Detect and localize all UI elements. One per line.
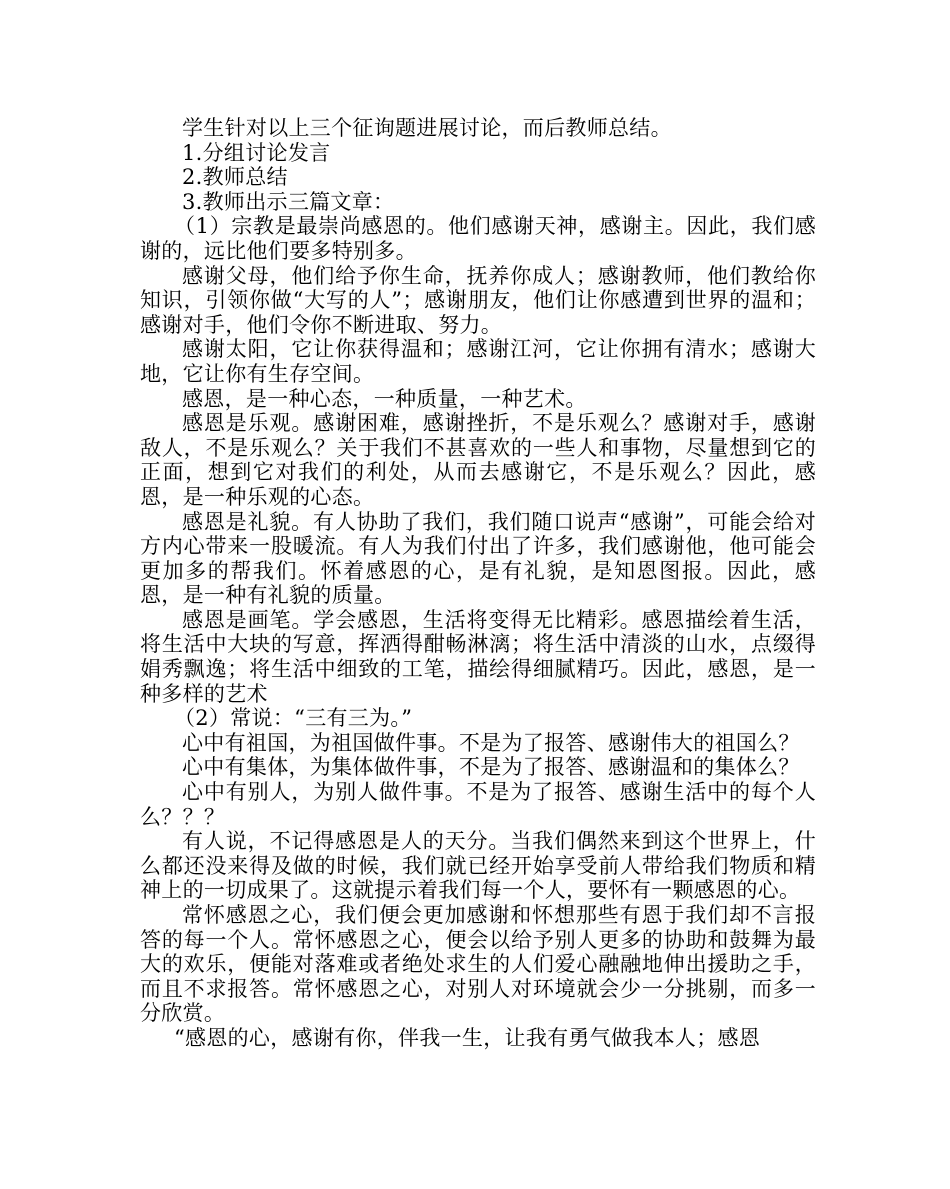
paragraph-others: 心中有别人，为别人做件事。不是为了报答、感谢生活中的每个人么？？？: [140, 780, 816, 829]
paragraph-politeness: 感恩是礼貌。有人协助了我们，我们随口说声“感谢”，可能会给对方内心带来一股暖流。有人为我们付出了许多，我们感谢他，他可能会更加多的帮我们。怀着感恩的心，是有礼貌，是知恩图报。因此，感恩，是一种有礼貌的质量。: [140, 509, 816, 608]
document-page: [140, 116, 816, 1051]
paragraph-thank-parents: 感谢父母，他们给予你生命，抚养你成人；感谢教师，他们教给你知识，引领你做“大写的人”；感谢朋友，他们让你感遭到世界的温和；感谢对手，他们令你不断进取、努力。: [140, 263, 816, 337]
paragraph-nature: 有人说，不记得感恩是人的天分。当我们偶然来到这个世界上，什么都还没来得及做的时候，我们就已经开始享受前人带给我们物质和精神上的一切成果了。这就提示着我们每一个人，要怀有一颗感恩的心。: [140, 829, 816, 903]
paragraph-collective: 心中有集体，为集体做件事，不是为了报答、感谢温和的集体么？: [182, 755, 800, 780]
paragraph-optimism: 感恩是乐观。感谢困难，感谢挫折，不是乐观么？感谢对手，感谢敌人，不是乐观么？关于我们不甚喜欢的一些人和事物，尽量想到它的正面，想到它对我们的利处，从而去感谢它，不是乐观么？因此，感恩，是一种乐观的心态。: [140, 411, 816, 509]
paragraph-motherland: 心中有祖国，为祖国做件事。不是为了报答、感谢伟大的祖国么？: [182, 730, 800, 755]
paragraph-intro: 学生针对以上三个征询题进展讨论，而后教师总结。: [182, 116, 672, 140]
paragraph-gratitude-attitude: 感恩，是一种心态，一种质量，一种艺术。: [182, 386, 587, 411]
paragraph-religion: （1）宗教是最崇尚感恩的。他们感谢天神，感谢主。因此，我们感谢的，远比他们要多特别多。: [140, 214, 816, 263]
paragraph-thank-sun: 感谢太阳，它让你获得温和；感谢江河，它让你拥有清水；感谢大地，它让你有生存空间。: [140, 337, 816, 386]
paragraph-three-haves: （2）常说：“三有三为。”: [174, 706, 413, 731]
list-item-group-discussion: 1.分组讨论发言: [182, 140, 331, 165]
paragraph-paintbrush: 感恩是画笔。学会感恩，生活将变得无比精彩。感恩描绘着生活，将生活中大块的写意，挥洒得酣畅淋漓；将生活中清淡的山水，点缀得娟秀飘逸；将生活中细致的工笔，描绘得细腻精巧。因此，感恩，是一种多样的艺术: [140, 607, 816, 706]
list-item-teacher-summary: 2.教师总结: [182, 165, 288, 190]
list-item-three-articles: 3.教师出示三篇文章：: [182, 189, 395, 214]
paragraph-song-quote: “感恩的心，感谢有你，伴我一生，让我有勇气做我本人；感恩: [174, 1025, 761, 1050]
paragraph-grateful-heart: 常怀感恩之心，我们便会更加感谢和怀想那些有恩于我们却不言报答的每一个人。常怀感恩之心，便会以给予别人更多的协助和鼓舞为最大的欢乐，便能对落难或者绝处求生的人们爱心融融地伸出援助之手，而且不求报答。常怀感恩之心，对别人对环境就会少一分挑剔，而多一分欣赏。: [140, 903, 816, 1026]
